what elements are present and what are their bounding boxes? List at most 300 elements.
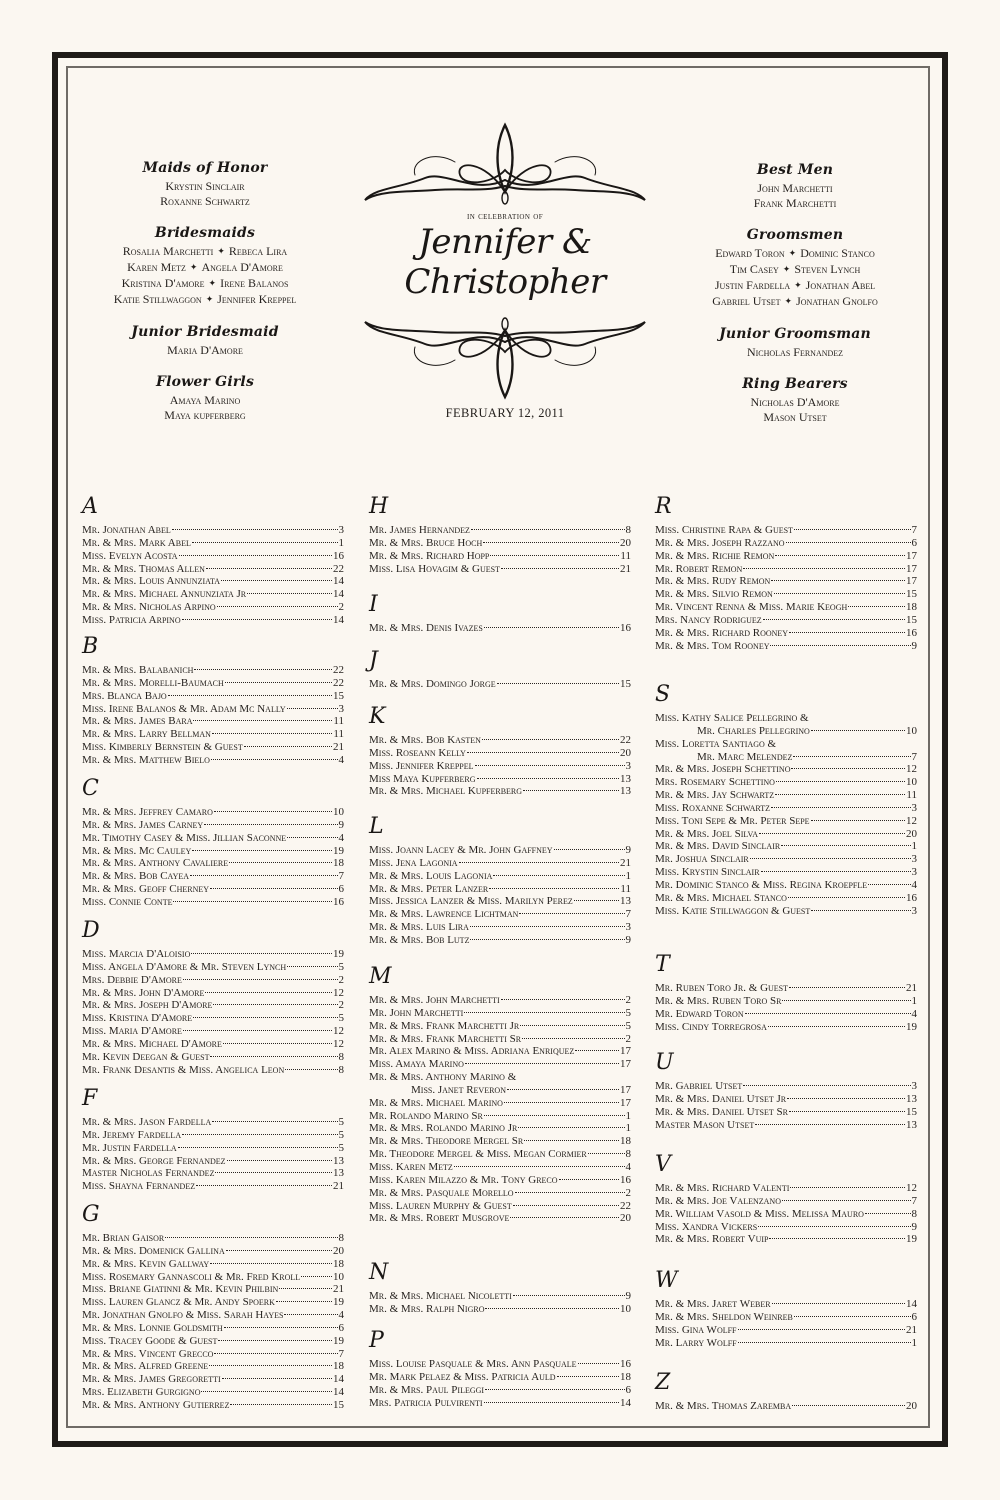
- letter-section-a: [82, 496, 344, 627]
- letter-section-v: [655, 1154, 917, 1246]
- table-number: 1: [911, 1336, 917, 1349]
- dot-leader: [192, 542, 338, 543]
- party-line: [655, 294, 935, 310]
- guest-row: [369, 1187, 631, 1200]
- guest-name: Mr. & Mrs. Michael Kupferberg: [369, 785, 523, 798]
- section-letter: T: [655, 952, 670, 977]
- dot-leader: [501, 568, 619, 569]
- guest-row: [82, 1245, 344, 1258]
- table-number: 3: [911, 1080, 917, 1092]
- table-number: 7: [911, 1194, 917, 1207]
- guest-row: [655, 892, 917, 905]
- table-number: 2: [338, 601, 344, 614]
- dot-leader: [554, 849, 625, 850]
- party-group: [65, 374, 345, 423]
- dot-leader: [523, 790, 619, 791]
- dot-leader: [190, 875, 337, 876]
- dot-leader: [772, 1303, 905, 1304]
- table-number: 6: [911, 1310, 917, 1323]
- guest-row: [369, 785, 631, 798]
- guest-row: [82, 845, 344, 858]
- table-number: 5: [625, 1006, 631, 1019]
- guest-row: [655, 776, 917, 789]
- guest-row: [369, 934, 631, 947]
- section-letter: H: [369, 494, 389, 519]
- party-line: [65, 393, 345, 408]
- guest-name: Mr. & Mrs. James Carney: [82, 818, 204, 831]
- dot-leader: [179, 555, 332, 556]
- guest-name: Mr. Marc Melendez: [697, 750, 793, 763]
- guest-row: [655, 1208, 917, 1221]
- table-number: 14: [333, 1386, 344, 1399]
- party-member: Tim Casey: [729, 262, 779, 276]
- party-group-title: Flower Girls: [155, 374, 255, 390]
- dot-leader: [226, 1250, 332, 1251]
- guest-name: Miss. Maria D'Amore: [82, 1025, 182, 1038]
- table-number: 10: [333, 1270, 344, 1283]
- letter-section-n: [369, 1262, 631, 1316]
- guest-name: Master Mason Utset: [655, 1118, 755, 1131]
- guest-row: [82, 664, 344, 677]
- party-line: [65, 276, 345, 292]
- letter-section-i: [369, 594, 631, 635]
- dot-leader: [182, 619, 332, 620]
- party-member: Angela D'Amore: [201, 260, 283, 274]
- guest-name: Miss. Evelyn Acosta: [82, 549, 178, 562]
- guest-row: [82, 1142, 344, 1155]
- letter-section-d: [82, 920, 344, 1076]
- guest-row: [82, 524, 344, 537]
- dot-leader: [513, 1295, 625, 1296]
- section-letter: J: [369, 648, 378, 673]
- dot-leader: [223, 1043, 332, 1044]
- guest-row: [655, 982, 917, 995]
- letter-section-p: [369, 1330, 631, 1409]
- monogram-block: [340, 120, 670, 421]
- guest-name: Mr. & Mrs. Anthony Cavaliere: [82, 857, 229, 870]
- guest-name: Miss. Cindy Torregrosa: [655, 1020, 767, 1033]
- party-member: Dominic Stanco: [800, 246, 875, 260]
- guest-name: Miss. Krystin Sinclair: [655, 866, 760, 879]
- guest-name: Mr. & Mrs. Richard Valenti: [655, 1182, 790, 1194]
- guest-name: Mr. & Mrs. Matthew Bielo: [82, 753, 210, 766]
- guest-row: [82, 728, 344, 741]
- letter-section-k: [369, 706, 631, 798]
- guest-row: [655, 588, 917, 601]
- guest-row: [369, 1303, 631, 1316]
- dot-leader: [209, 1365, 332, 1366]
- guest-name: Mr. Vincent Renna & Miss. Marie Keogh: [655, 601, 848, 614]
- diamond-ornament-icon: ✦: [782, 264, 791, 274]
- table-number: 20: [620, 746, 631, 759]
- dot-leader: [173, 901, 332, 902]
- dot-leader: [793, 756, 910, 757]
- bride-party: [65, 160, 345, 439]
- table-number: 20: [906, 827, 917, 840]
- dot-leader: [524, 1140, 619, 1141]
- guest-row: [82, 1373, 344, 1386]
- table-number: 14: [333, 1373, 344, 1386]
- guest-row: [369, 1212, 631, 1225]
- guest-name: Miss. Lauren Murphy & Guest: [369, 1199, 512, 1212]
- guest-name: Miss. Karen Milazzo & Mr. Tony Greco: [369, 1173, 558, 1186]
- guest-name: Miss. Jena Lagonia: [369, 856, 458, 869]
- guest-name: Mr. & Mrs. Larry Bellman: [82, 728, 211, 741]
- table-number: 3: [911, 904, 917, 917]
- guest-row: [655, 1008, 917, 1021]
- letter-section-h: [369, 496, 631, 575]
- party-line: [65, 194, 345, 209]
- dot-leader: [811, 910, 910, 911]
- table-number: 18: [333, 1360, 344, 1373]
- diamond-ornament-icon: ✦: [189, 262, 198, 272]
- dot-leader: [738, 1329, 905, 1330]
- table-number: 21: [333, 741, 344, 754]
- guest-name: Miss Maya Kupferberg: [369, 772, 476, 785]
- guest-row: [82, 819, 344, 832]
- dot-leader: [247, 593, 332, 594]
- guest-name: Mr. & Mrs. Bob Kasten: [369, 734, 481, 746]
- guest-name: Mr. & Mrs. Geoff Cherney: [82, 883, 210, 896]
- guest-name: Mr. & Mrs. Joel Silva: [655, 827, 759, 840]
- table-number: 4: [911, 878, 917, 891]
- guest-row: [655, 853, 917, 866]
- guest-name: Mr. & Mrs. Tom Rooney: [655, 639, 770, 652]
- guest-name: Mr. & Mrs. Domingo Jorge: [369, 678, 496, 690]
- guest-name: Miss. Lisa Hovagim & Guest: [369, 562, 501, 575]
- guest-name: Mr. & Mrs. Bruce Hoch: [369, 536, 483, 549]
- guest-row: [82, 1025, 344, 1038]
- table-number: 3: [911, 853, 917, 866]
- guest-row: [369, 1200, 631, 1213]
- guest-row: [82, 754, 344, 767]
- dot-leader: [770, 645, 910, 646]
- dot-leader: [212, 1121, 337, 1122]
- guest-row: [369, 1161, 631, 1174]
- guest-name: Mr. Mark Pelaez & Miss. Patricia Auld: [369, 1370, 556, 1383]
- party-group: [655, 162, 935, 211]
- guest-name: Mr. & Mrs. Daniel Utset Sr: [655, 1105, 788, 1118]
- table-number: 21: [333, 1180, 344, 1193]
- guest-name: Mr. & Mrs. Robert Vuip: [655, 1233, 769, 1246]
- table-number: 5: [338, 1128, 344, 1141]
- guest-row: [82, 1348, 344, 1361]
- guest-row: [82, 1360, 344, 1373]
- letter-section-j: [369, 650, 631, 691]
- dot-leader: [215, 1172, 332, 1173]
- section-letter: V: [655, 1152, 671, 1177]
- dot-leader: [774, 593, 905, 594]
- dot-leader: [490, 555, 619, 556]
- dot-leader: [789, 987, 905, 988]
- table-number: 15: [333, 1398, 344, 1411]
- dot-leader: [755, 1124, 905, 1125]
- guest-row: [655, 524, 917, 537]
- guest-name: Mr. & Mrs. Anthony Marino &: [369, 1071, 517, 1084]
- dot-leader: [183, 979, 338, 980]
- dot-leader: [214, 811, 332, 812]
- guest-row: [655, 614, 917, 627]
- dot-leader: [206, 568, 332, 569]
- dot-leader: [578, 1363, 619, 1364]
- party-member: Irene Balanos: [220, 276, 289, 290]
- groom-party: [655, 162, 935, 441]
- party-member: Rebeca Lira: [228, 244, 288, 258]
- table-number: 14: [333, 613, 344, 626]
- guest-row: [82, 961, 344, 974]
- guest-name: Mr. Rolando Marino Sr: [369, 1109, 483, 1122]
- table-number: 6: [911, 536, 917, 549]
- guest-row: [82, 1129, 344, 1142]
- guest-row: [369, 921, 631, 934]
- letter-section-m: [369, 966, 631, 1225]
- guest-name: Mr. Justin Fardella: [82, 1141, 177, 1154]
- guest-name: Mr. Frank Desantis & Miss. Angelica Leon: [82, 1063, 285, 1076]
- dot-leader: [768, 1026, 905, 1027]
- section-letter: A: [82, 494, 98, 519]
- dot-leader: [493, 875, 624, 876]
- guest-name: Mr. & Mrs. Balabanich: [82, 664, 194, 676]
- guest-row: [82, 1064, 344, 1077]
- section-letter: U: [655, 1050, 674, 1075]
- table-number: 22: [333, 664, 344, 676]
- table-number: 15: [906, 588, 917, 601]
- letter-section-l: [369, 816, 631, 947]
- guest-name: Mr. & Mrs. Michael Annunziata Jr: [82, 588, 247, 601]
- table-number: 22: [620, 734, 631, 746]
- guest-name: Mr. & Mrs. Robert Musgrove: [369, 1212, 510, 1225]
- dot-leader: [204, 824, 337, 825]
- dot-leader: [225, 682, 332, 683]
- dot-leader: [483, 542, 619, 543]
- dot-leader: [485, 1389, 624, 1390]
- guest-name: Mr. Larry Wolff: [655, 1336, 737, 1349]
- guest-name: Mr. & Mrs. Joseph Razzano: [655, 536, 785, 549]
- table-number: 14: [620, 1396, 631, 1409]
- dot-leader: [786, 542, 911, 543]
- table-number: 14: [906, 1298, 917, 1310]
- diamond-ornament-icon: ✦: [788, 248, 797, 258]
- guest-row: [655, 866, 917, 879]
- guest-name: Miss. Toni Sepe & Mr. Peter Sepe: [655, 814, 810, 827]
- table-number: 9: [625, 844, 631, 856]
- guest-name: Miss. Angela D'Amore & Mr. Steven Lynch: [82, 960, 287, 973]
- guest-name: Mr. & Mrs. Anthony Gutierrez: [82, 1398, 230, 1411]
- guest-name: Mr. & Mrs. Nicholas Arpino: [82, 601, 216, 614]
- guest-name: Miss. Louise Pasquale & Mrs. Ann Pasquale: [369, 1358, 577, 1370]
- guest-name: Miss. Christine Rapa & Guest: [655, 524, 793, 536]
- table-number: 7: [625, 908, 631, 921]
- party-member: Amaya Marino: [169, 393, 241, 407]
- table-number: 12: [333, 1025, 344, 1038]
- guest-row: [82, 690, 344, 703]
- table-number: 7: [911, 750, 917, 763]
- table-number: 16: [906, 626, 917, 639]
- guest-name: Mr. Gabriel Utset: [655, 1080, 743, 1092]
- dot-leader: [848, 606, 905, 607]
- table-number: 4: [338, 1309, 344, 1322]
- dot-leader: [178, 1147, 338, 1148]
- dot-leader: [520, 1025, 624, 1026]
- guest-name: Mr. Kevin Deegan & Guest: [82, 1050, 210, 1063]
- guest-name: Miss. Karen Metz: [369, 1160, 453, 1173]
- guest-row: [369, 1084, 631, 1097]
- guest-name: Miss. Loretta Santiago &: [655, 737, 777, 750]
- guest-name: Mr. & Mrs. Joseph Schettino: [655, 763, 791, 776]
- table-number: 1: [625, 1122, 631, 1135]
- guest-row: [655, 537, 917, 550]
- guest-name: Miss. Joann Lacey & Mr. John Gaffney: [369, 844, 553, 856]
- party-group-title: Best Men: [756, 162, 834, 178]
- guest-name: Mr. & Mrs. Thomas Zaremba: [655, 1400, 792, 1412]
- guest-name: Mr. & Mrs. Mc Cauley: [82, 844, 192, 857]
- section-letter: W: [655, 1268, 678, 1293]
- party-line: [655, 395, 935, 410]
- guest-row: [655, 1021, 917, 1034]
- dot-leader: [790, 1187, 905, 1188]
- dot-leader: [776, 781, 905, 782]
- guest-name: Miss. Tracey Goode & Guest: [82, 1334, 218, 1347]
- dot-leader: [792, 1405, 905, 1406]
- guest-name: Mr. & Mrs. Morelli-Baumach: [82, 676, 224, 689]
- party-line: [655, 262, 935, 278]
- dot-leader: [575, 1050, 619, 1051]
- guest-name: Mr. William Vasold & Miss. Melissa Mauro: [655, 1207, 864, 1220]
- dot-leader: [789, 632, 905, 633]
- guest-row: [369, 1033, 631, 1046]
- table-number: 19: [906, 1233, 917, 1246]
- guest-name: Mrs. Debbie D'Amore: [82, 973, 182, 986]
- table-number: 16: [333, 895, 344, 908]
- table-number: 17: [620, 1045, 631, 1058]
- diamond-ornament-icon: ✦: [794, 280, 802, 290]
- guest-name: Mr. & Mrs. Bob Lutz: [369, 933, 470, 946]
- dot-leader: [518, 1127, 624, 1128]
- guest-name: Miss. Roseann Kelly: [369, 746, 466, 759]
- dot-leader: [218, 1340, 332, 1341]
- guest-name: Miss. Patricia Arpino: [82, 613, 181, 626]
- dot-leader: [501, 999, 625, 1000]
- table-number: 4: [625, 1160, 631, 1173]
- guest-name: Mr. & Mrs. Michael Nicoletti: [369, 1290, 512, 1302]
- guest-row: [369, 1148, 631, 1161]
- guest-name: Miss. Roxanne Schwartz: [655, 801, 771, 814]
- dot-leader: [464, 1012, 624, 1013]
- section-letter: I: [369, 592, 378, 617]
- section-letter: N: [369, 1260, 389, 1285]
- table-number: 17: [620, 1096, 631, 1109]
- guest-name: Mr. & Mrs. Jason Fardella: [82, 1116, 212, 1128]
- dot-leader: [789, 1111, 905, 1112]
- wedding-date: FEBRUARY 12, 2011: [445, 406, 565, 420]
- dot-leader: [196, 1185, 332, 1186]
- dot-leader: [559, 1179, 619, 1180]
- guest-row: [82, 1322, 344, 1335]
- dot-leader: [489, 888, 619, 889]
- table-number: 4: [338, 753, 344, 766]
- guest-row: [369, 747, 631, 760]
- table-number: 20: [333, 1244, 344, 1257]
- guest-row: [82, 588, 344, 601]
- table-number: 11: [620, 882, 631, 895]
- guest-row: [82, 1116, 344, 1129]
- guest-row: [655, 1298, 917, 1311]
- guest-row: [82, 1283, 344, 1296]
- guest-name: Mr. & Mrs. Richard Rooney: [655, 626, 789, 639]
- guest-name: Mr. & Mrs. Jay Schwartz: [655, 789, 775, 802]
- guest-row: [655, 1119, 917, 1132]
- dot-leader: [574, 900, 619, 901]
- dot-leader: [513, 1205, 619, 1206]
- table-number: 20: [620, 536, 631, 549]
- guest-name: Mr. Robert Remon: [655, 562, 743, 575]
- guest-row: [655, 1311, 917, 1324]
- guest-row: [82, 563, 344, 576]
- letter-section-z: [655, 1372, 917, 1413]
- table-number: 9: [911, 639, 917, 652]
- party-group: [655, 376, 935, 425]
- guest-row: [82, 883, 344, 896]
- guest-row: [82, 1399, 344, 1412]
- section-letter: K: [369, 704, 386, 729]
- table-number: 21: [333, 1283, 344, 1296]
- guest-row: [655, 1324, 917, 1337]
- guest-name: Miss. Lauren Glancz & Mr. Andy Spoerk: [82, 1296, 275, 1309]
- guest-name: Miss. Marcia D'Aloisio: [82, 948, 191, 960]
- guest-name: Mr. & Mrs. Lawrence Lichtman: [369, 908, 519, 921]
- letter-section-w: [655, 1270, 917, 1349]
- dot-leader: [482, 739, 619, 740]
- flourish-top-icon: [355, 120, 655, 215]
- table-number: 17: [906, 549, 917, 562]
- guest-row: [369, 1097, 631, 1110]
- guest-row: [369, 1058, 631, 1071]
- party-group-title: Junior Groomsman: [719, 326, 871, 342]
- dot-leader: [284, 1314, 337, 1315]
- dot-leader: [758, 1226, 910, 1227]
- party-member: Mason Utset: [763, 410, 827, 424]
- guest-row: [655, 725, 917, 738]
- dot-leader: [497, 683, 619, 684]
- table-number: 9: [338, 818, 344, 831]
- dot-leader: [484, 627, 619, 628]
- guest-name: Mr. Dominic Stanco & Miss. Regina Kroepfle: [655, 878, 868, 891]
- dot-leader: [759, 833, 905, 834]
- guest-name: Miss. Xandra Vickers: [655, 1220, 758, 1233]
- guest-row: [369, 1110, 631, 1123]
- guest-name: Mr. & Mrs. Daniel Utset Jr: [655, 1092, 787, 1105]
- guest-row: [369, 1397, 631, 1410]
- guest-name: Mr. John Marchetti: [369, 1006, 464, 1019]
- guest-row: [369, 1071, 631, 1084]
- table-number: 19: [333, 1334, 344, 1347]
- table-number: 8: [338, 1063, 344, 1076]
- party-group: [65, 160, 345, 209]
- table-number: 13: [906, 1118, 917, 1131]
- guest-row: [655, 1106, 917, 1119]
- table-number: 13: [620, 785, 631, 798]
- party-member: Edward Toron: [715, 246, 785, 260]
- guest-row: [82, 1271, 344, 1284]
- letter-section-r: [655, 496, 917, 652]
- guest-name: Miss. Briane Giatinni & Mr. Kevin Philbin: [82, 1283, 279, 1296]
- section-letter: M: [369, 964, 392, 989]
- table-number: 11: [333, 728, 344, 741]
- table-number: 8: [911, 1207, 917, 1220]
- guest-name: Miss. Shayna Fernandez: [82, 1180, 196, 1193]
- dot-leader: [794, 529, 911, 530]
- dot-leader: [775, 555, 905, 556]
